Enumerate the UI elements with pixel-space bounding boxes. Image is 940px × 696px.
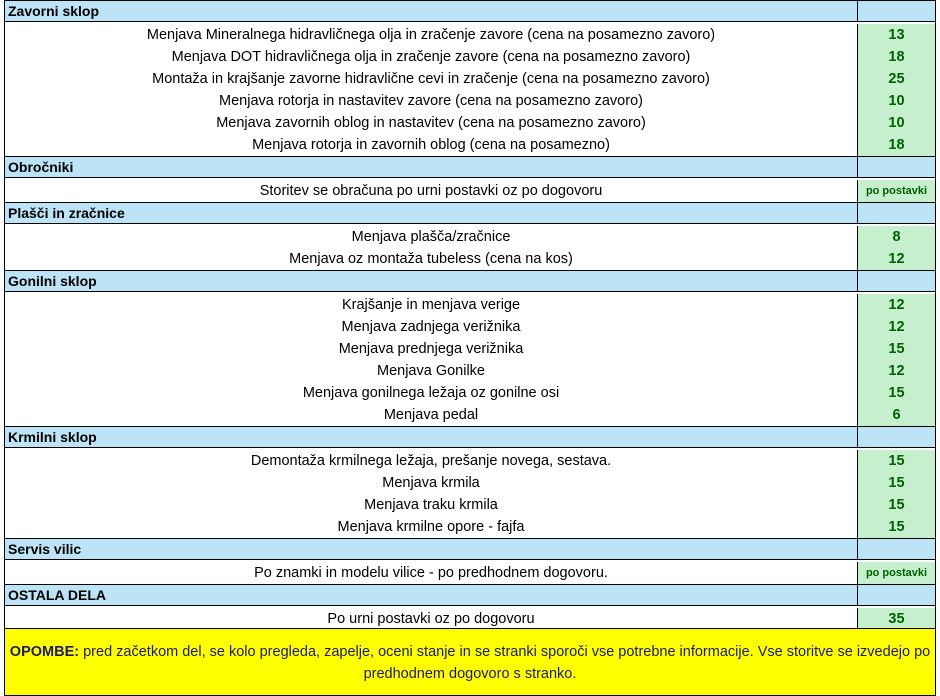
service-description: Menjava plašča/zračnice bbox=[5, 226, 858, 248]
service-description: Menjava gonilnega ležaja oz gonilne osi bbox=[5, 382, 858, 404]
service-description: Menjava krmila bbox=[5, 472, 858, 494]
service-price: po postavki bbox=[858, 562, 935, 584]
price-table bbox=[4, 0, 936, 630]
table-row bbox=[5, 516, 935, 538]
section-rows bbox=[4, 606, 936, 630]
section-header bbox=[4, 538, 936, 560]
section-title: Gonilni sklop bbox=[5, 271, 858, 291]
service-description: Menjava Gonilke bbox=[5, 360, 858, 382]
table-row bbox=[5, 180, 935, 202]
service-price: 15 bbox=[858, 382, 935, 404]
table-row bbox=[5, 608, 935, 630]
table-row bbox=[5, 360, 935, 382]
section-header bbox=[4, 584, 936, 606]
section-header bbox=[4, 202, 936, 224]
table-row bbox=[5, 248, 935, 270]
service-description: Menjava prednjega verižnika bbox=[5, 338, 858, 360]
section-title: Obročniki bbox=[5, 157, 858, 177]
service-price: 12 bbox=[858, 316, 935, 338]
service-price: 18 bbox=[858, 46, 935, 68]
service-description: Storitev se obračuna po urni postavki oz po dogovoru bbox=[5, 180, 858, 202]
service-description: Menjava DOT hidravličnega olja in zračenje zavore (cena na posamezno zavoro) bbox=[5, 46, 858, 68]
table-row bbox=[5, 316, 935, 338]
section-header bbox=[4, 270, 936, 292]
note-label: OPOMBE: bbox=[9, 644, 80, 660]
service-description: Menjava krmilne opore - fajfa bbox=[5, 516, 858, 538]
note-text: pred začetkom del, se kolo pregleda, zapelje, oceni stanje in se stranki sporoči vse potrebne informacije. Vse storitve se izvedejo po predhodnem dogovoro s stranko. bbox=[79, 644, 931, 682]
table-row bbox=[5, 112, 935, 134]
table-row bbox=[5, 450, 935, 472]
service-price: 15 bbox=[858, 450, 935, 472]
table-row bbox=[5, 404, 935, 426]
service-price: 12 bbox=[858, 294, 935, 316]
section-rows bbox=[4, 292, 936, 426]
section-title: Zavorni sklop bbox=[5, 1, 858, 21]
service-price: 18 bbox=[858, 134, 935, 156]
table-row bbox=[5, 226, 935, 248]
section-rows bbox=[4, 224, 936, 270]
service-price: 13 bbox=[858, 24, 935, 46]
section-price-cell bbox=[858, 585, 936, 605]
service-description: Menjava rotorja in zavornih oblog (cena na posamezno) bbox=[5, 134, 858, 156]
section-price-cell bbox=[858, 157, 936, 177]
service-description: Menjava pedal bbox=[5, 404, 858, 426]
service-price: 6 bbox=[858, 404, 935, 426]
service-description: Menjava zavornih oblog in nastavitev (cena na posamezno zavoro) bbox=[5, 112, 858, 134]
table-row bbox=[5, 382, 935, 404]
service-description: Po urni postavki oz po dogovoru bbox=[5, 608, 858, 630]
table-row bbox=[5, 134, 935, 156]
table-row bbox=[5, 24, 935, 46]
section-rows bbox=[4, 22, 936, 156]
section-price-cell bbox=[858, 203, 936, 223]
section-price-cell bbox=[858, 271, 936, 291]
service-description: Menjava traku krmila bbox=[5, 494, 858, 516]
service-description: Menjava Mineralnega hidravličnega olja in zračenje zavore (cena na posamezno zavoro) bbox=[5, 24, 858, 46]
service-description: Menjava zadnjega verižnika bbox=[5, 316, 858, 338]
section-title: Servis vilic bbox=[5, 539, 858, 559]
service-description: Krajšanje in menjava verige bbox=[5, 294, 858, 316]
service-price: 25 bbox=[858, 68, 935, 90]
section-title: OSTALA DELA bbox=[5, 585, 858, 605]
service-description: Demontaža krmilnega ležaja, prešanje novega, sestava. bbox=[5, 450, 858, 472]
service-price: 35 bbox=[858, 608, 935, 630]
table-row bbox=[5, 68, 935, 90]
table-row bbox=[5, 562, 935, 584]
service-price: 12 bbox=[858, 360, 935, 382]
table-row bbox=[5, 46, 935, 68]
service-price: 10 bbox=[858, 90, 935, 112]
service-price: 15 bbox=[858, 338, 935, 360]
service-price: 15 bbox=[858, 516, 935, 538]
section-rows bbox=[4, 560, 936, 584]
section-header bbox=[4, 426, 936, 448]
section-title: Plašči in zračnice bbox=[5, 203, 858, 223]
service-price: 8 bbox=[858, 226, 935, 248]
notes-box bbox=[4, 628, 936, 696]
section-rows bbox=[4, 448, 936, 538]
service-description: Menjava rotorja in nastavitev zavore (cena na posamezno zavoro) bbox=[5, 90, 858, 112]
section-price-cell bbox=[858, 427, 936, 447]
section-rows bbox=[4, 178, 936, 202]
service-description: Po znamki in modelu vilice - po predhodnem dogovoru. bbox=[5, 562, 858, 584]
table-row bbox=[5, 338, 935, 360]
service-price: po postavki bbox=[858, 180, 935, 202]
table-row bbox=[5, 472, 935, 494]
table-row bbox=[5, 294, 935, 316]
service-price: 10 bbox=[858, 112, 935, 134]
service-price: 15 bbox=[858, 494, 935, 516]
service-price: 12 bbox=[858, 248, 935, 270]
section-title: Krmilni sklop bbox=[5, 427, 858, 447]
section-header bbox=[4, 156, 936, 178]
section-price-cell bbox=[858, 539, 936, 559]
section-price-cell bbox=[858, 1, 936, 21]
section-header bbox=[4, 0, 936, 22]
table-row bbox=[5, 90, 935, 112]
table-row bbox=[5, 494, 935, 516]
service-description: Montaža in krajšanje zavorne hidravlične cevi in zračenje (cena na posamezno zavoro) bbox=[5, 68, 858, 90]
service-description: Menjava oz montaža tubeless (cena na kos) bbox=[5, 248, 858, 270]
service-price: 15 bbox=[858, 472, 935, 494]
